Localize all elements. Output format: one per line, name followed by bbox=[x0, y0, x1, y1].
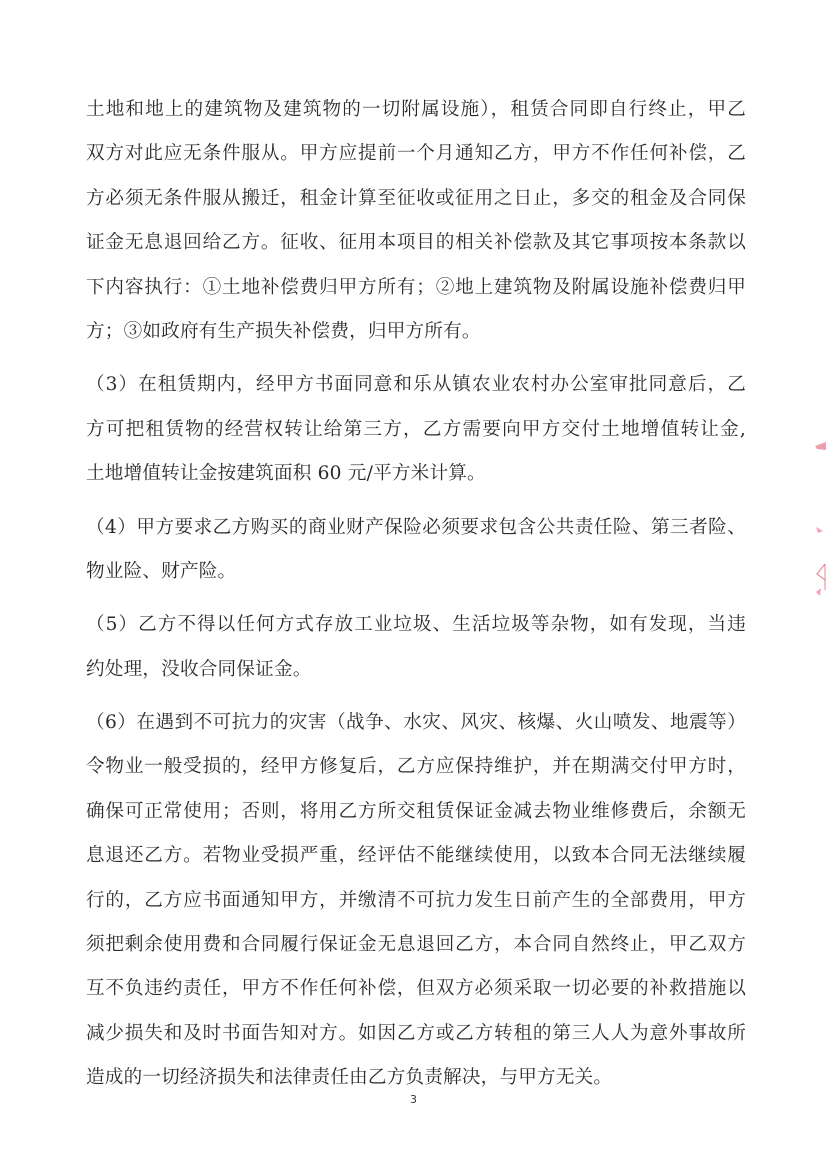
seal-fragment-icon bbox=[813, 560, 827, 600]
text-line: 方必须无条件服从搬迁，租金计算至征收或征用之日止，多交的租金及合同保 bbox=[86, 187, 746, 209]
text-line: 双方对此应无条件服从。甲方应提前一个月通知乙方，甲方不作任何补偿，乙 bbox=[86, 143, 746, 165]
paragraph-continuation bbox=[86, 99, 746, 376]
text-line: （4）甲方要求乙方购买的商业财产保险必须要求包含公共责任险、第三者险、 bbox=[86, 516, 746, 538]
paragraph-clause-6 bbox=[86, 712, 746, 1123]
text-line: 证金无息退回给乙方。征收、征用本项目的相关补偿款及其它事项按本条款以 bbox=[86, 232, 746, 254]
page-number: 3 bbox=[410, 1093, 417, 1106]
seal-fragment-icon bbox=[813, 525, 827, 535]
text-line: 土地和地上的建筑物及建筑物的一切附属设施），租赁合同即自行终止，甲乙 bbox=[86, 99, 746, 120]
text-line: 确保可正常使用；否则，将用乙方所交租赁保证金减去物业维修费后，余额无 bbox=[86, 800, 746, 822]
text-line: 减少损失和及时书面告知对方。如因乙方或乙方转租的第三人人为意外事故所 bbox=[86, 1022, 746, 1044]
seal-fragment-icon bbox=[813, 440, 827, 460]
text-line: （5）乙方不得以任何方式存放工业垃圾、生活垃圾等杂物，如有发现，当违 bbox=[86, 614, 746, 636]
text-line: 方；③如政府有生产损失补偿费，归甲方所有。 bbox=[86, 320, 481, 342]
text-line: （6）在遇到不可抗力的灾害（战争、水灾、风灾、核爆、火山喷发、地震等） bbox=[86, 712, 746, 734]
text-line: 须把剩余使用费和合同履行保证金无息退回乙方，本合同自然终止，甲乙双方 bbox=[86, 934, 746, 956]
text-line: 物业险、财产险。 bbox=[86, 560, 237, 582]
document-body bbox=[86, 99, 746, 1123]
text-line: 令物业一般受损的，经甲方修复后，乙方应保持维护，并在期满交付甲方时， bbox=[86, 756, 746, 778]
text-line: 造成的一切经济损失和法律责任由乙方负责解决，与甲方无关。 bbox=[86, 1067, 613, 1089]
paragraph-clause-3 bbox=[86, 374, 746, 518]
text-line: 约处理，没收合同保证金。 bbox=[86, 658, 312, 680]
text-line: 互不负违约责任，甲方不作任何补偿，但双方必须采取一切必要的补救措施以 bbox=[86, 978, 746, 1000]
text-line: 下内容执行：①土地补偿费归甲方所有；②地上建筑物及附属设施补偿费归甲 bbox=[86, 276, 746, 298]
text-line: （3）在租赁期内，经甲方书面同意和乐从镇农业农村办公室审批同意后，乙 bbox=[86, 374, 746, 396]
text-line: 土地增值转让金按建筑面积 60 元/平方米计算。 bbox=[86, 463, 486, 485]
text-line: 行的，乙方应书面通知甲方，并缴清不可抗力发生日前产生的全部费用，甲方 bbox=[86, 889, 746, 911]
text-line: 方可把租赁物的经营权转让给第三方，乙方需要向甲方交付土地增值转让金, bbox=[86, 418, 746, 440]
text-line: 息退还乙方。若物业受损严重，经评估不能继续使用，以致本合同无法继续履 bbox=[86, 845, 746, 867]
